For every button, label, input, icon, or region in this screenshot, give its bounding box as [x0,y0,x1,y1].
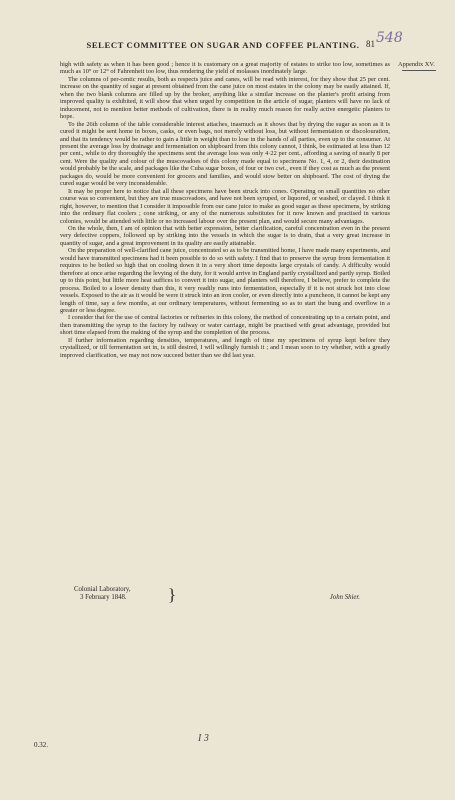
paragraph: It may be proper here to notice that all these specimens have been struck into cones. Operating on small quantities no other course was so convenient, but they are true muscovadoes, and have not been syruped, or liquored, or washed, or clayed. I think it right, however, to mention that I consider it impossible from our cane juice to make as good sugar as these specimens, by striking into the ordinary flat coolers ; cone striking, or any of the numerous substitutes for it now known and practised in various colonies, would be attended with little or no increased labour over the present plan, and would secure many advantages. [60,187,390,225]
page-number: 81 [366,39,375,49]
signoff-place: Colonial Laboratory, [74,586,131,593]
signoff-name: John Shier. [329,594,360,601]
page-title: SELECT COMMITTEE ON SUGAR AND COFFEE PLANTING. [86,40,360,50]
paragraph: On the whole, then, I am of opinion that with better expression, better clarification, careful concentration even in the present very defective coppers, followed up by striking into the vessels in which the sugar is to drain, that a very great increase in quantity of sugar, and a great improvement in its quality are easily attainable. [60,224,390,247]
paragraph: On the preparation of well-clarified cane juice, concentrated so as to be transmitted home, I have made many experiments, and would have transmitted specimens had it been possible to do so with safety. I find that to preserve the syrup from fermentation it requires to be boiled so high that on cooling down it in a very short time deposits large crystals of candy. A difficulty would therefore at once arise regarding the levying of the duty, for it would arrive in England partly crystallized and partly syrup. Boiled up to this point, but little more heat suffices to convert it into sugar, and planters will therefore, I believe, prefer to complete the process. Boiled to a lower density than this, it very readily runs into fermentation, especially if it is not struck hot into close vessels. Exposed to the air as it would be were it struck into an iron cooler, or even directly into a puncheon, it cannot be kept any length of time, say a few months, at our ordinary temperatures, without fermenting so as to start the bung and overflow in a greater or less degree. [60,247,390,314]
paragraph: The columns of per-centic results, both as respects juice and canes, will be read with interest, for they show that 25 per cent. increase on the quantity of sugar at present obtained from the cane juice on most estates in the colony may be easily attained. If, when the two blank columns are filled up by the broker, anything like a similar increase on the planter's profit arising from improved quality is exhibited, it will show that when urged by competition in the article of sugar, planters will have no lack of inducement, not to mention better methods of cultivation, there is in reality much reason for really active energetic planters to hope. [60,75,390,121]
paragraph: I consider that for the use of central factories or refineries in this colony, the method of concentrating up to a certain point, and then transmitting the syrup to the factory by railway or water carriage, might be practised with great advantage, provided but short time elapsed from the making of the syrup and the completion of the process. [60,314,390,337]
body-text [60,61,390,359]
paragraph: To the 26th column of the table considerable interest attaches, inasmuch as it shows that by drying the sugar as soon as it is cured it might be sent home in boxes, casks, or even bags, not merely without loss, but without fermentation or discolouration, and that its tendency would be rather to gain a little in weight than to lose in the hands of all parties, even up to the consumer. At present the average loss by drainage and fermentation on shipboard from this colony cannot, I think, be estimated at less than 12 per cent., while to dry thoroughly the specimens sent the average loss was only 4·22 per cent., affording a saving of nearly 8 per cent. Were the quality and colour of the muscovadoes of this colony made equal to specimens No. 1, 4, or 2, their destination would probably be the scale, and packages like the Cuba sugar boxes, of four or two cwt., even if they cost as much as the present packages do, would be more convenient for grocers and families, and would stow better on shipboard. The cost of drying the cured sugar would be very inconsiderable. [60,120,390,188]
appendix-label: Appendix XV. [398,61,435,68]
signoff-date: 3 February 1848. [80,594,127,602]
paragraph: high with safety as when it has been good ; hence it is customary on a great majority of estates to strike too low, sometimes as much as 10° or 12° of Fahrenheit too low, thus rendering the yield of molasses inordinately large. [60,61,390,76]
footer-code: 0.32. [34,741,48,749]
signoff-place-date [74,586,131,603]
handwritten-page-number: 548 [376,30,403,46]
paragraph: If further information regarding densities, temperatures, and length of time my specimens of syrup kept before they crystallized, or till fermentation set in, is still desired, I will willingly furnish it ; and I mean soon to try whether, with a greatly improved clarification, we may not now succeed better than we did last year. [60,336,390,359]
footer-signature: I 3 [198,733,209,744]
signoff-brace: } [168,585,177,604]
appendix-divider [402,70,436,71]
